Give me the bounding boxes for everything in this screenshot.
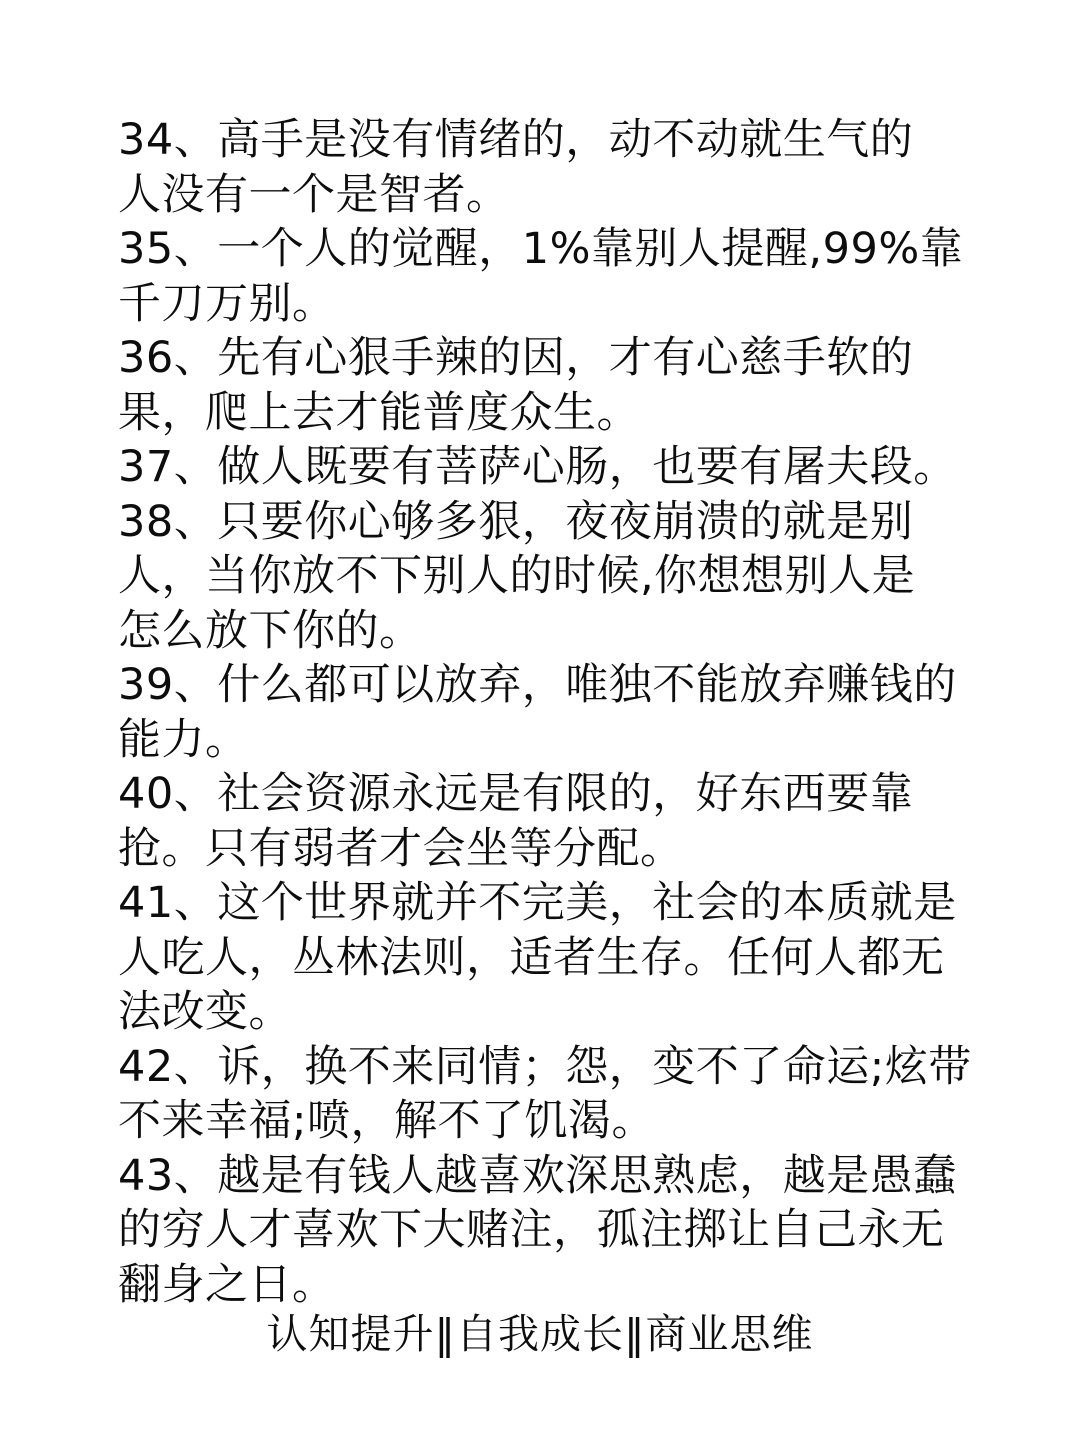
quote-item-37: 37、做人既要有菩萨心肠，也要有屠夫段。 bbox=[118, 442, 957, 492]
quote-item-38: 38、只要你心够多狠，夜夜崩溃的就是别 人，当你放不下别人的时候,你想想别人是 怎么放下你的。 bbox=[118, 496, 916, 656]
quote-item-43: 43、越是有钱人越喜欢深思熟虑，越是愚蠢 的穷人才喜欢下大赌注，孤注掷让自己永无 翻身之日。 bbox=[118, 1150, 957, 1310]
quote-list bbox=[118, 113, 978, 1312]
quote-item-34: 34、高手是没有情绪的，动不动就生气的 人没有一个是智者。 bbox=[118, 115, 914, 220]
quote-item-40: 40、社会资源永远是有限的，好东西要靠 抢。只有弱者才会坐等分配。 bbox=[118, 769, 914, 874]
quote-item-39: 39、什么都可以放弃，唯独不能放弃赚钱的 能力。 bbox=[118, 660, 957, 765]
quote-item-35: 35、一个人的觉醒，1%靠别人提醒,99%靠 千刀万别。 bbox=[118, 224, 964, 329]
quote-item-36: 36、先有心狠手辣的因，才有心慈手软的 果，爬上去才能普度众生。 bbox=[118, 333, 914, 438]
footer-tags: 认知提升‖自我成长‖商业思维 bbox=[266, 1310, 814, 1358]
quote-item-41: 41、这个世界就并不完美，社会的本质就是 人吃人，丛林法则，适者生存。任何人都无 法改变。 bbox=[118, 878, 957, 1037]
quote-item-42: 42、诉，换不来同情；怨，变不了命运;炫带 不来幸福;喷，解不了饥渴。 bbox=[118, 1041, 972, 1146]
